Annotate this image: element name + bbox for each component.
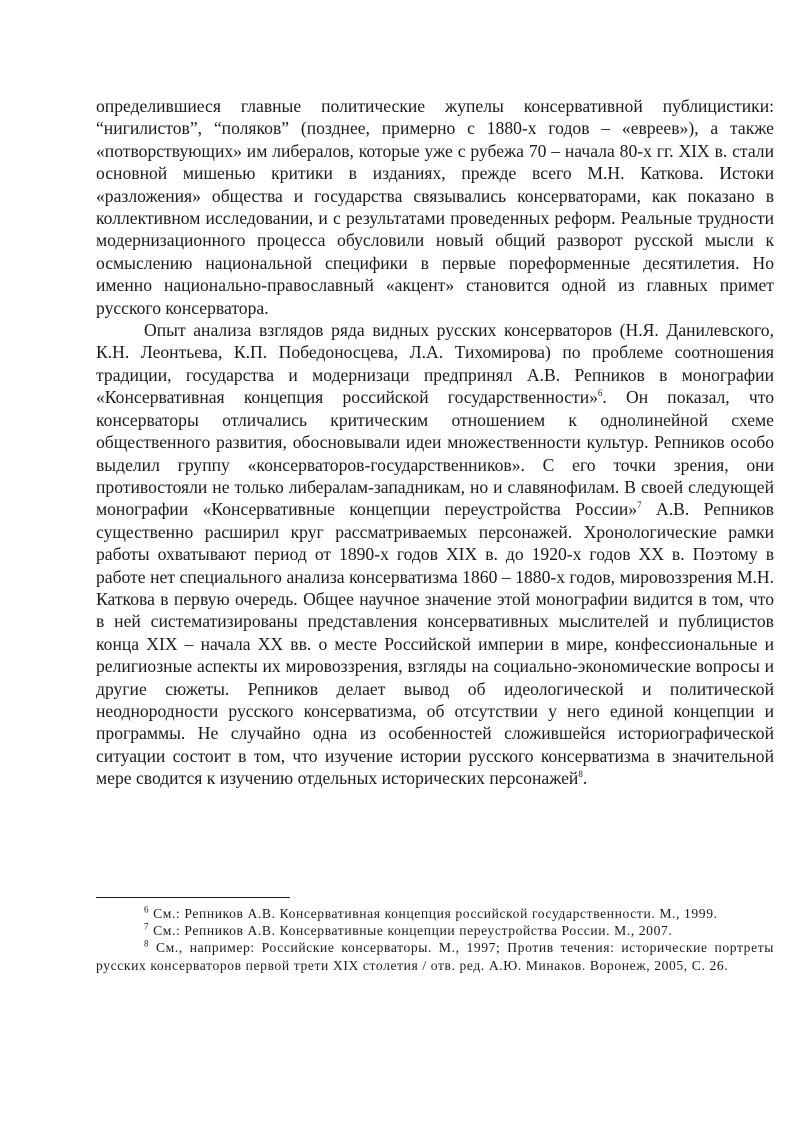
paragraph-2-text-part-2: . Он показал, что консерваторы отличались критическим отношением к однолинейной схеме общественного развития, обосновывали идеи множественности культур. Репников особо выделил группу «консерваторов-государственников». С его точки зрения, они противостояли не только либералам-западникам, но и славянофилам. В своей следующей монографии «Консервативные концепции переустройства России» [96,387,774,520]
body-text [96,95,774,790]
footnote-number: 8 [144,938,150,949]
footnote-separator [96,897,290,898]
footnote-text: См., например: Российские консерваторы. М., 1997; Против течения: исторические портреты русских консерваторов первой трети XIX столетия / отв. ред. А.Ю. Минаков. Воронеж, 2005, С. 26. [96,940,774,973]
paragraph-2-text-part-3: А.В. Репников существенно расширил круг рассматриваемых персонажей. Хронологические рамки работы охватывают период от 1890-х годов XIX в. до 1920-х годов XX в. Поэтому в работе нет специального анализа консерватизма 1860 – 1880-х годов, мировоззрения М.Н. Каткова в первую очередь. Общее научное значение этой монографии видится в том, что в ней систематизированы представления консервативных мыслителей и публицистов конца XIX – начала XX вв. о месте Российской империи в мире, конфессиональные и религиозные аспекты их мировоззрения, взгляды на социально-экономические вопросы и другие сюжеты. Репников делает вывод об идеологической и политической неоднородности русского консерватизма, об отсутствии у него единой концепции и программы. Не случайно одна из особенностей сложившейся историографической ситуации состоит в том, что изучение истории русского консерватизма в значительной мере сводится к изучению отдельных исторических персонажей [96,499,774,789]
footnote-number: 7 [144,921,150,932]
footnote-number: 6 [144,904,150,915]
footnote-7 [96,922,774,939]
footnote-text: См.: Репников А.В. Консервативные концепции переустройства России. М., 2007. [153,923,673,939]
paragraph-2-text-part-1: Опыт анализа взглядов ряда видных русских консерваторов (Н.Я. Данилевского, К.Н. Леонтьева, К.П. Победоносцева, Л.А. Тихомирова) по проблеме соотношения традиции, государства и модернизаци предпринял А.В. Репников в монографии «Консервативная концепция российской государственности» [96,320,774,408]
paragraph-2-text-part-4: . [582,768,588,789]
paragraph-2 [96,319,774,790]
footnote-ref-6[interactable]: 6 [597,388,603,399]
footnote-ref-8[interactable]: 8 [578,769,583,780]
paragraph-1-text: определившиеся главные политические жупелы консервативной публицистики: “нигилистов”, “поляков” (позднее, примерно с 1880-х годов – «евреев»), а также «потворствующих» им либералов, которые уже с рубежа 70 – начала 80-х гг. XIX в. стали основной мишенью критики в изданиях, прежде всего М.Н. Каткова. Истоки «разложения» общества и государства связывались консерваторами, как показано в коллективном исследовании, и с результатами проведенных реформ. Реальные трудности модернизационного процесса обусловили новый общий разворот русской мысли к осмыслению национальной специфики в первые пореформенные десятилетия. Но именно национально-православный «акцент» становится одной из главных примет русского консерватора. [96,96,774,318]
footnote-6 [96,905,774,922]
footnotes [96,905,774,974]
paragraph-1 [96,95,774,319]
footnote-text: См.: Репников А.В. Консервативная концепция российской государственности. М., 1999. [153,906,718,921]
footnote-ref-7[interactable]: 7 [637,500,642,511]
footnote-8 [96,939,774,973]
